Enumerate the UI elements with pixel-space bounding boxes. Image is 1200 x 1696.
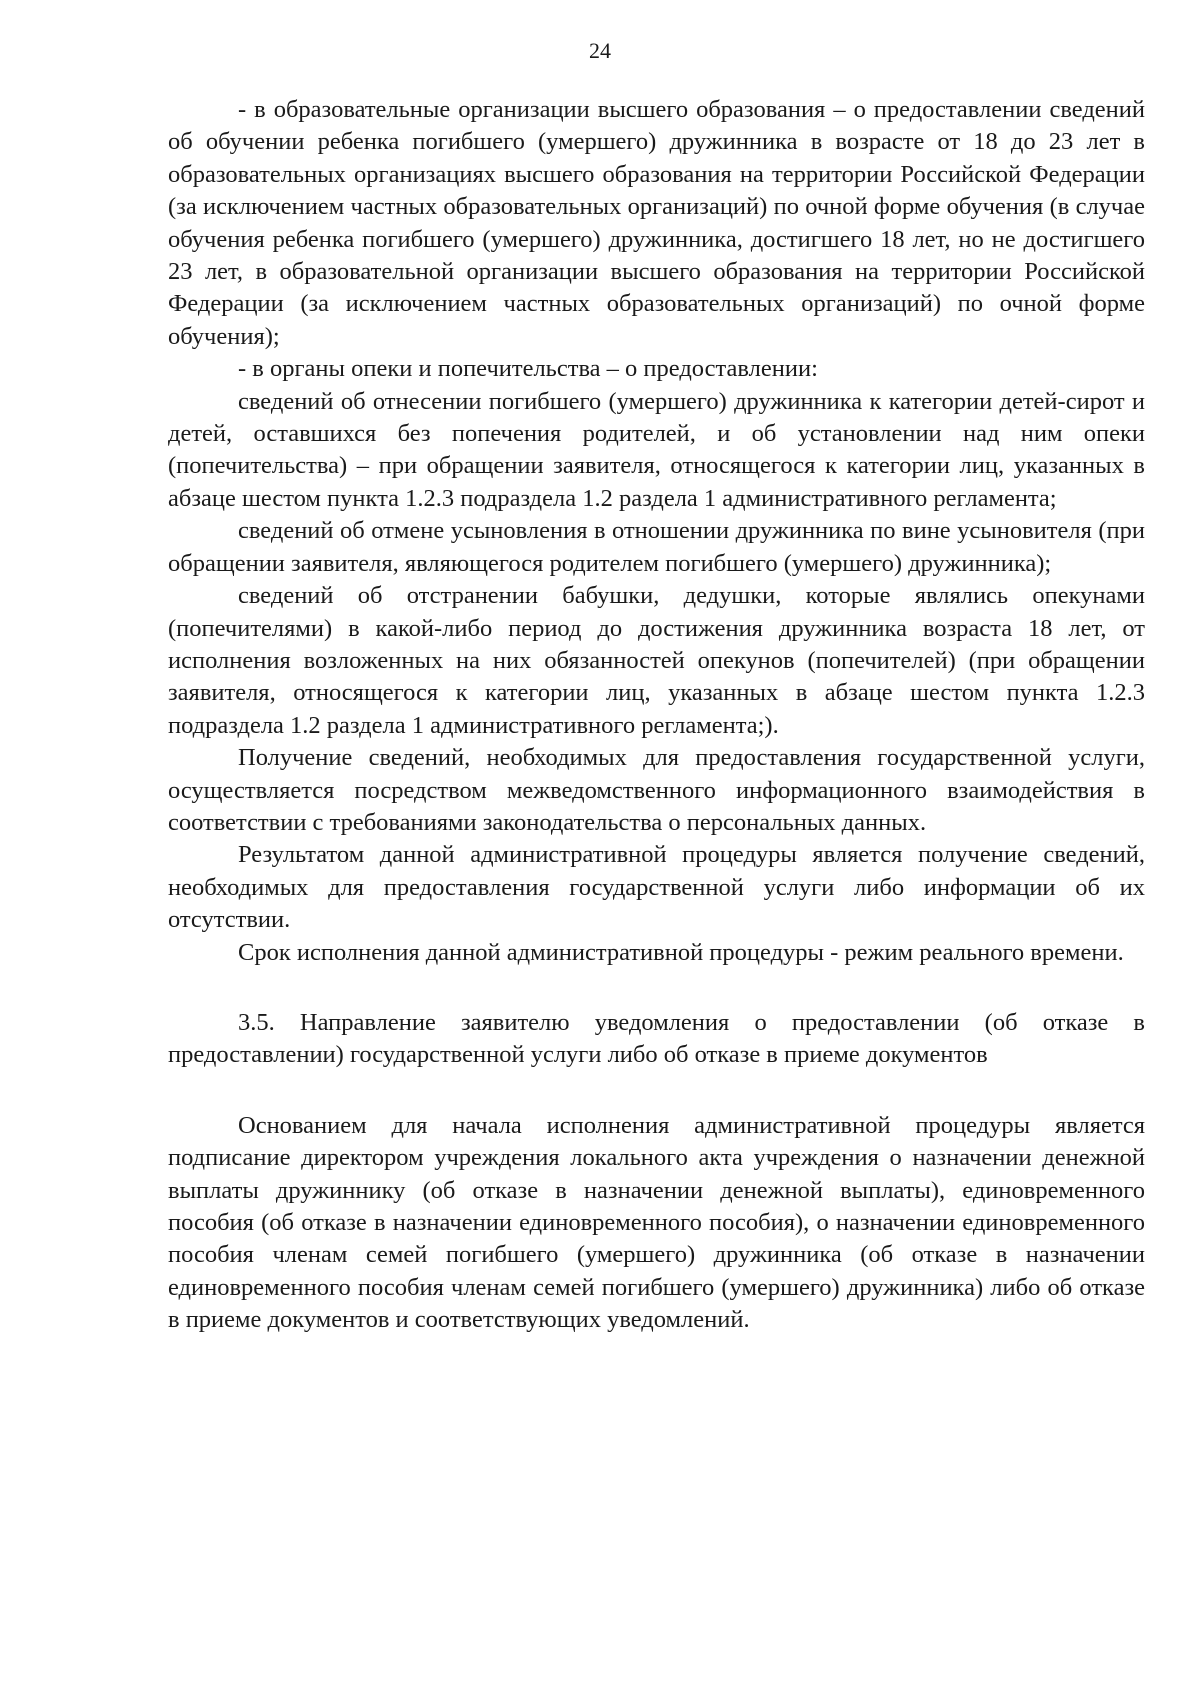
paragraph-orphan-status: сведений об отнесении погибшего (умершего) дружинника к категории детей-сирот и детей, оставшихся без попечения родителей, и об установлении над ним опеки (попечительства) – при обращении заявителя, относящегося к категории лиц, указанных в абзаце шестом пункта 1.2.3 подраздела 1.2 раздела 1 административного регламента; xyxy=(168,387,1145,512)
paragraph-guardianship-authorities: - в органы опеки и попечительства – о предоставлении: xyxy=(238,355,818,383)
paragraph-procedure-term: Срок исполнения данной административной процедуры - режим реального времени. xyxy=(238,938,1124,966)
page-number: 24 xyxy=(589,38,611,63)
paragraph-procedure-result: Результатом данной административной процедуры является получение сведений, необходимых для предоставления государственной услуги либо информации об их отсутствии. xyxy=(168,841,1145,934)
paragraph-adoption-cancel: сведений об отмене усыновления в отношении дружинника по вине усыновителя (при обращении заявителя, являющегося родителем погибшего (умершего) дружинника); xyxy=(168,517,1145,577)
section-heading: 3.5. Направление заявителю уведомления о предоставлении (об отказе в предоставлении) государственной услуги либо об отказе в приеме документов xyxy=(168,1008,1145,1069)
paragraph-interagency-exchange: Получение сведений, необходимых для предоставления государственной услуги, осуществляется посредством межведомственного информационного взаимодействия в соответствии с требованиями законодательства о персональных данных. xyxy=(168,744,1145,836)
paragraph-higher-education: - в образовательные организации высшего образования – о предоставлении сведений об обучении ребенка погибшего (умершего) дружинника в возрасте от 18 до 23 лет в образовательных организациях высшего образования на территории Российской Федерации (за исключением частных образовательных организаций) по очной форме обучения (в случае обучения ребенка погибшего (умершего) дружинника, достигшего 18 лет, но не достигшего 23 лет, в образовательной организации высшего образования на территории Российской Федерации (за исключением частных образовательных организаций) по очной форме обучения); xyxy=(168,96,1145,350)
paragraph-guardian-removal: сведений об отстранении бабушки, дедушки, которые являлись опекунами (попечителями) в какой-либо период до достижения дружинника возраста 18 лет, от исполнения возложенных на них обязанностей опекунов (попечителей) (при обращении заявителя, относящегося к категории лиц, указанных в абзаце шестом пункта 1.2.3 подраздела 1.2 раздела 1 административного регламента;). xyxy=(168,582,1145,739)
document-body xyxy=(168,94,1145,1337)
section-paragraph: Основанием для начала исполнения административной процедуры является подписание директором учреждения локального акта учреждения о назначении денежной выплаты дружиннику (об отказе в назначении денежной выплаты), единовременного пособия (об отказе в назначении единовременного пособия), о назначении единовременного пособия членам семей погибшего (умершего) дружинника (об отказе в назначении единовременного пособия членам семей погибшего (умершего) дружинника) либо об отказе в приеме документов и соответствующих уведомлений. xyxy=(168,1111,1145,1334)
